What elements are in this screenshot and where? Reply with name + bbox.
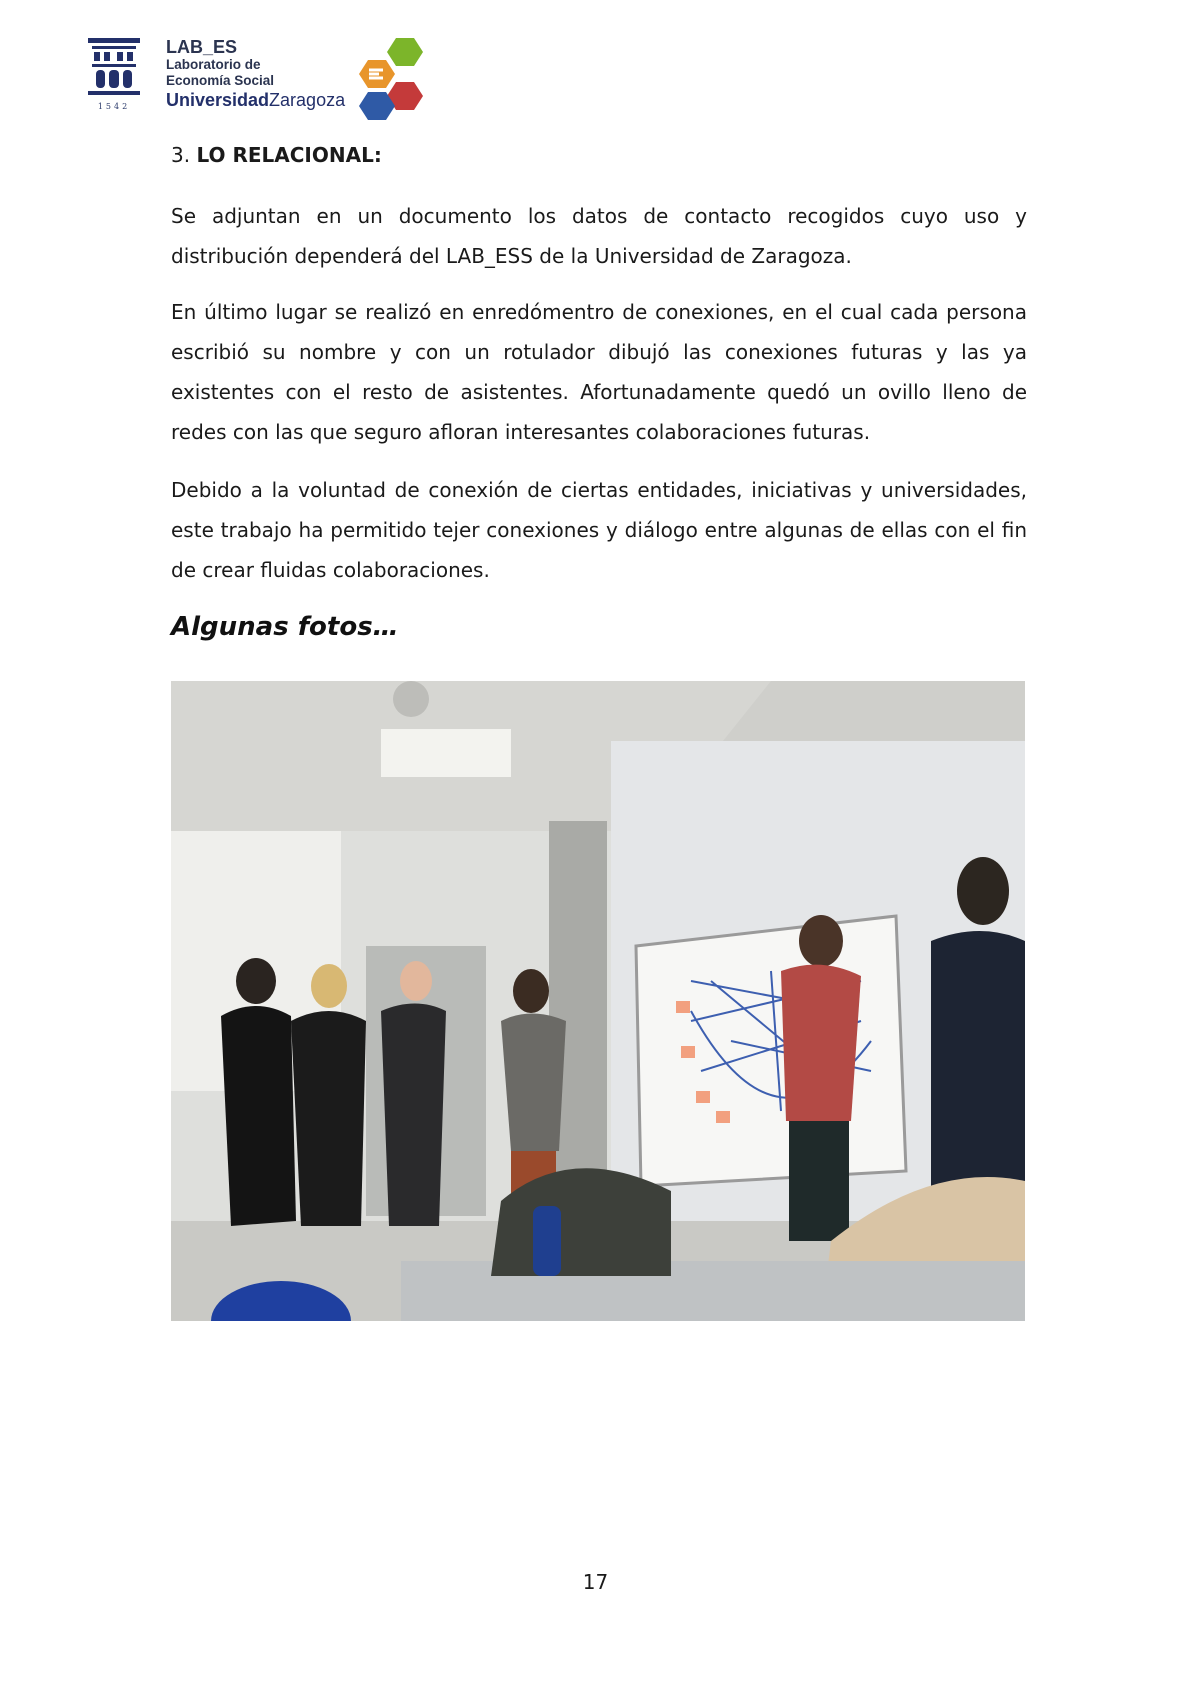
section-number: 3.: [171, 143, 191, 167]
section-title: LO RELACIONAL:: [196, 143, 382, 167]
seal-year: 1542: [97, 102, 131, 111]
section-heading: [171, 143, 1027, 167]
paragraph-connections-activity: En último lugar se realizó en enredómentro de conexiones, en el cual cada persona escribió su nombre y con un rotulador dibujó las conexiones futuras y las ya existentes con el resto de asistentes. Afortunadamente quedó un ovillo lleno de redes con las que seguro afloran interesantes colaboraciones futuras.: [171, 300, 1027, 444]
university-name-city: Zaragoza: [269, 90, 346, 110]
workshop-photo: [171, 681, 1025, 1321]
university-seal-logo: [86, 36, 142, 116]
lab-subtitle-line2: Economía Social: [166, 72, 275, 88]
university-name: [166, 91, 345, 109]
lab-es-wordmark: [166, 38, 345, 109]
university-name-bold: Universidad: [166, 90, 270, 110]
paragraph-contact-data: Se adjuntan en un documento los datos de contacto recogidos cuyo uso y distribución dependerá del LAB_ESS de la Universidad de Zaragoza.: [171, 204, 1027, 268]
paragraph-collaborations: Debido a la voluntad de conexión de ciertas entidades, iniciativas y universidades, este trabajo ha permitido tejer conexiones y diálogo entre algunas de ellas con el fin de crear fluidas colaboraciones.: [171, 478, 1027, 582]
photos-subheading: Algunas fotos…: [171, 612, 399, 642]
page-header: [86, 36, 446, 120]
lab-title: LAB_ES: [166, 37, 238, 57]
page-number: 17: [582, 1570, 609, 1594]
lab-subtitle-line1: Laboratorio de: [166, 57, 261, 72]
hexagon-logo: [356, 36, 428, 120]
